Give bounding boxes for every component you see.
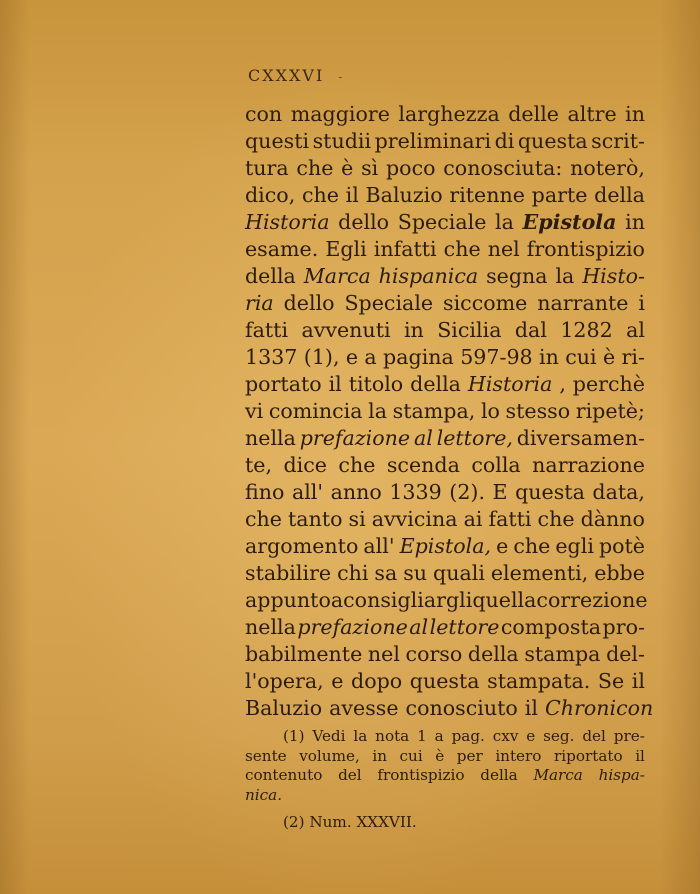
word: che: [301, 183, 339, 207]
word: avvenuti: [301, 318, 391, 342]
word: (1): [283, 727, 305, 745]
word: del: [582, 727, 606, 745]
word: dello: [338, 210, 390, 234]
word: contenuto: [245, 766, 323, 784]
text-line: [245, 236, 645, 263]
word: che: [338, 453, 376, 477]
word: e: [526, 727, 536, 745]
italic-word: ria: [245, 291, 274, 315]
word: Vedi: [312, 727, 346, 745]
text-line: [245, 641, 645, 668]
footnote-1: [245, 727, 645, 805]
text-line: [245, 398, 645, 425]
word: fatti: [488, 507, 532, 531]
italic-word: hispanica: [378, 264, 479, 288]
word: della: [410, 372, 461, 396]
word: vi: [245, 399, 264, 423]
word: 1282: [560, 318, 613, 342]
word: diversamen-: [516, 426, 645, 450]
word: della: [467, 642, 519, 666]
word: cxv: [492, 727, 519, 745]
word: che: [537, 507, 575, 531]
word: (1),: [303, 345, 340, 369]
word: nella: [245, 426, 296, 450]
word: del-: [606, 642, 645, 666]
word: sente: [245, 746, 287, 765]
word: si: [348, 507, 366, 531]
word: colla: [471, 453, 521, 477]
text-line: [245, 128, 645, 155]
word: egli: [555, 534, 594, 558]
word: la: [368, 399, 388, 423]
text-line: [245, 695, 654, 722]
word: stampata.: [487, 669, 591, 693]
word: su: [403, 561, 428, 585]
word: della: [245, 264, 296, 288]
footnote-line: [245, 786, 645, 806]
word: e: [345, 345, 359, 369]
text-line: [245, 155, 645, 182]
word: che: [513, 534, 551, 558]
word: a: [364, 345, 377, 369]
italic-word: Epistola,: [399, 534, 492, 558]
word: E: [492, 480, 508, 504]
italic-word: nica.: [245, 785, 283, 804]
italic-word: Marca: [533, 766, 583, 784]
word: dico,: [245, 183, 296, 207]
word: scenda: [386, 453, 460, 477]
word: in: [372, 746, 387, 765]
word: ri-: [621, 345, 645, 369]
word: sì: [361, 156, 379, 180]
word: del: [338, 766, 362, 784]
word: maggiore: [290, 102, 390, 126]
word: e: [331, 669, 344, 693]
italic-word: hispa-: [598, 766, 645, 784]
word: tanto: [288, 507, 343, 531]
word: portato: [245, 372, 322, 396]
word: narrazione: [532, 453, 645, 477]
text-line: [245, 668, 645, 695]
word: titolo: [348, 372, 404, 396]
word: che: [443, 237, 481, 261]
word: pagina: [383, 345, 454, 369]
word: a: [434, 727, 444, 745]
word: in: [539, 345, 559, 369]
word: seg.: [543, 727, 575, 745]
word: in: [625, 102, 645, 126]
word: perchè: [572, 372, 645, 396]
italic-word: al: [409, 615, 429, 639]
word: l'opera,: [245, 669, 324, 693]
word: studii: [312, 129, 372, 153]
page-edge-shadow-right: [660, 0, 700, 894]
word: segna: [486, 264, 548, 288]
page-header: [248, 66, 344, 85]
word: 1339: [389, 480, 442, 504]
word: 1337: [245, 345, 298, 369]
text-line: [245, 344, 645, 371]
word: te,: [245, 453, 273, 477]
text-line: [245, 425, 645, 452]
word: (2).: [449, 480, 485, 504]
text-line: [245, 560, 645, 587]
word: anno: [330, 480, 382, 504]
word: siccome: [443, 291, 528, 315]
word: larghezza: [398, 102, 500, 126]
word: è: [603, 345, 616, 369]
word: in: [403, 318, 424, 342]
word: consigliargli: [343, 588, 473, 612]
word: fino: [245, 480, 285, 504]
word: questa: [517, 129, 588, 153]
word: Sicilia: [437, 318, 502, 342]
word: riportato: [554, 746, 623, 765]
word: in: [625, 210, 645, 234]
word: cui: [565, 345, 597, 369]
word: 1: [417, 727, 427, 745]
word: Baluzio: [245, 696, 323, 720]
word: potè: [598, 534, 645, 558]
italic-word: prefazione: [297, 615, 408, 639]
text-line: [245, 209, 645, 236]
word: di: [494, 129, 515, 153]
word: stampa: [524, 642, 601, 666]
word: dànno: [580, 507, 645, 531]
word: nel: [487, 237, 520, 261]
footnote-2: (2) Num. XXXVII.: [283, 813, 417, 831]
word: tura: [245, 156, 289, 180]
footnote-line: [245, 727, 645, 747]
word: noterò,: [570, 156, 645, 180]
word: stabilire: [245, 561, 332, 585]
word: comincia: [268, 399, 363, 423]
text-line: [245, 452, 645, 479]
italic-word: Historia: [467, 372, 553, 396]
italic-word: al: [413, 426, 433, 450]
word: i: [638, 291, 645, 315]
italic-word: Histo-: [582, 264, 645, 288]
body-text: [245, 101, 654, 722]
word: il: [524, 696, 538, 720]
word: della: [594, 183, 645, 207]
text-line: [245, 614, 645, 641]
italic-word: lettore: [429, 615, 500, 639]
word: composta: [500, 615, 602, 639]
word: conosciuta:: [443, 156, 563, 180]
word: questa: [515, 480, 585, 504]
text-line: [245, 317, 645, 344]
word: dal: [514, 318, 547, 342]
word: ,: [559, 372, 566, 396]
word: data,: [592, 480, 645, 504]
word: stampa,: [392, 399, 476, 423]
word: ripetè;: [575, 399, 645, 423]
word: ai: [463, 507, 483, 531]
word: appunto: [245, 588, 331, 612]
text-line: [245, 263, 645, 290]
word: nota: [375, 727, 410, 745]
word: conosciuto: [405, 696, 518, 720]
word: pro-: [602, 615, 645, 639]
word: a: [330, 588, 344, 612]
word: poco: [386, 156, 436, 180]
text-line: [245, 182, 645, 209]
page-number: CXXXVI: [248, 66, 325, 85]
word: il: [328, 372, 342, 396]
word: nella: [245, 615, 296, 639]
word: il: [635, 746, 645, 765]
word: infatti: [373, 237, 437, 261]
word: dopo: [351, 669, 403, 693]
text-line: [245, 533, 645, 560]
word: dice: [283, 453, 327, 477]
word: Speciale: [397, 210, 487, 234]
page-edge-shadow-left: [0, 0, 30, 894]
header-dash: -: [338, 70, 345, 84]
word: la: [495, 210, 514, 234]
italic-word: Historia: [245, 210, 330, 234]
word: 597-98: [460, 345, 533, 369]
word: al: [626, 318, 645, 342]
text-line: [245, 101, 645, 128]
word: questi: [245, 129, 310, 153]
word: sa: [374, 561, 398, 585]
word: all': [291, 480, 324, 504]
word: argomento: [245, 534, 359, 558]
word: la: [353, 727, 368, 745]
word: quali: [433, 561, 485, 585]
word: lo: [480, 399, 500, 423]
word: stesso: [505, 399, 571, 423]
text-line: [245, 371, 645, 398]
word: quella: [472, 588, 537, 612]
word: è: [435, 746, 445, 765]
text-line: [245, 506, 645, 533]
word: per: [456, 746, 483, 765]
word: corso: [405, 642, 463, 666]
word: ebbe: [594, 561, 645, 585]
word: frontispizio: [377, 766, 465, 784]
word: esame.: [245, 237, 319, 261]
word: elementi,: [490, 561, 589, 585]
text-line: [245, 479, 645, 506]
word: con: [245, 102, 283, 126]
word: la: [555, 264, 575, 288]
word: preliminari: [374, 129, 492, 153]
word: e: [496, 534, 509, 558]
word: avesse: [329, 696, 399, 720]
italic-word: Chronicon: [544, 696, 654, 720]
word: il: [345, 183, 359, 207]
word: della: [480, 766, 518, 784]
word: il: [631, 669, 645, 693]
footnote-line: [245, 766, 645, 786]
word: babilmente: [245, 642, 363, 666]
word: volume,: [299, 746, 360, 765]
word: fatti: [245, 318, 289, 342]
word: dello: [283, 291, 335, 315]
word: cui: [399, 746, 423, 765]
word: all': [363, 534, 395, 558]
word: pag.: [451, 727, 485, 745]
word: correzione: [536, 588, 648, 612]
footnote-line: [245, 747, 645, 767]
word: altre: [567, 102, 617, 126]
word: nel: [367, 642, 400, 666]
word: che: [245, 507, 282, 531]
word: che: [296, 156, 334, 180]
word: è: [341, 156, 354, 180]
text-line: [245, 587, 648, 614]
italic-word: lettore,: [436, 426, 513, 450]
italic-bold-word: Epistola: [522, 210, 617, 234]
word: frontispizio: [526, 237, 645, 261]
text-line: [245, 290, 645, 317]
word: delle: [508, 102, 559, 126]
word: parte: [531, 183, 588, 207]
word: Baluzio: [365, 183, 443, 207]
word: intero: [495, 746, 542, 765]
word: narrante: [537, 291, 629, 315]
word: Egli: [325, 237, 367, 261]
word: scrit-: [591, 129, 645, 153]
word: questa: [409, 669, 480, 693]
word: Se: [597, 669, 625, 693]
footnotes: [245, 727, 645, 833]
word: ritenne: [449, 183, 525, 207]
italic-word: prefazione: [299, 426, 411, 450]
word: chi: [337, 561, 369, 585]
word: pre-: [613, 727, 645, 745]
word: Speciale: [344, 291, 434, 315]
italic-word: Marca: [303, 264, 371, 288]
word: avvicina: [371, 507, 458, 531]
